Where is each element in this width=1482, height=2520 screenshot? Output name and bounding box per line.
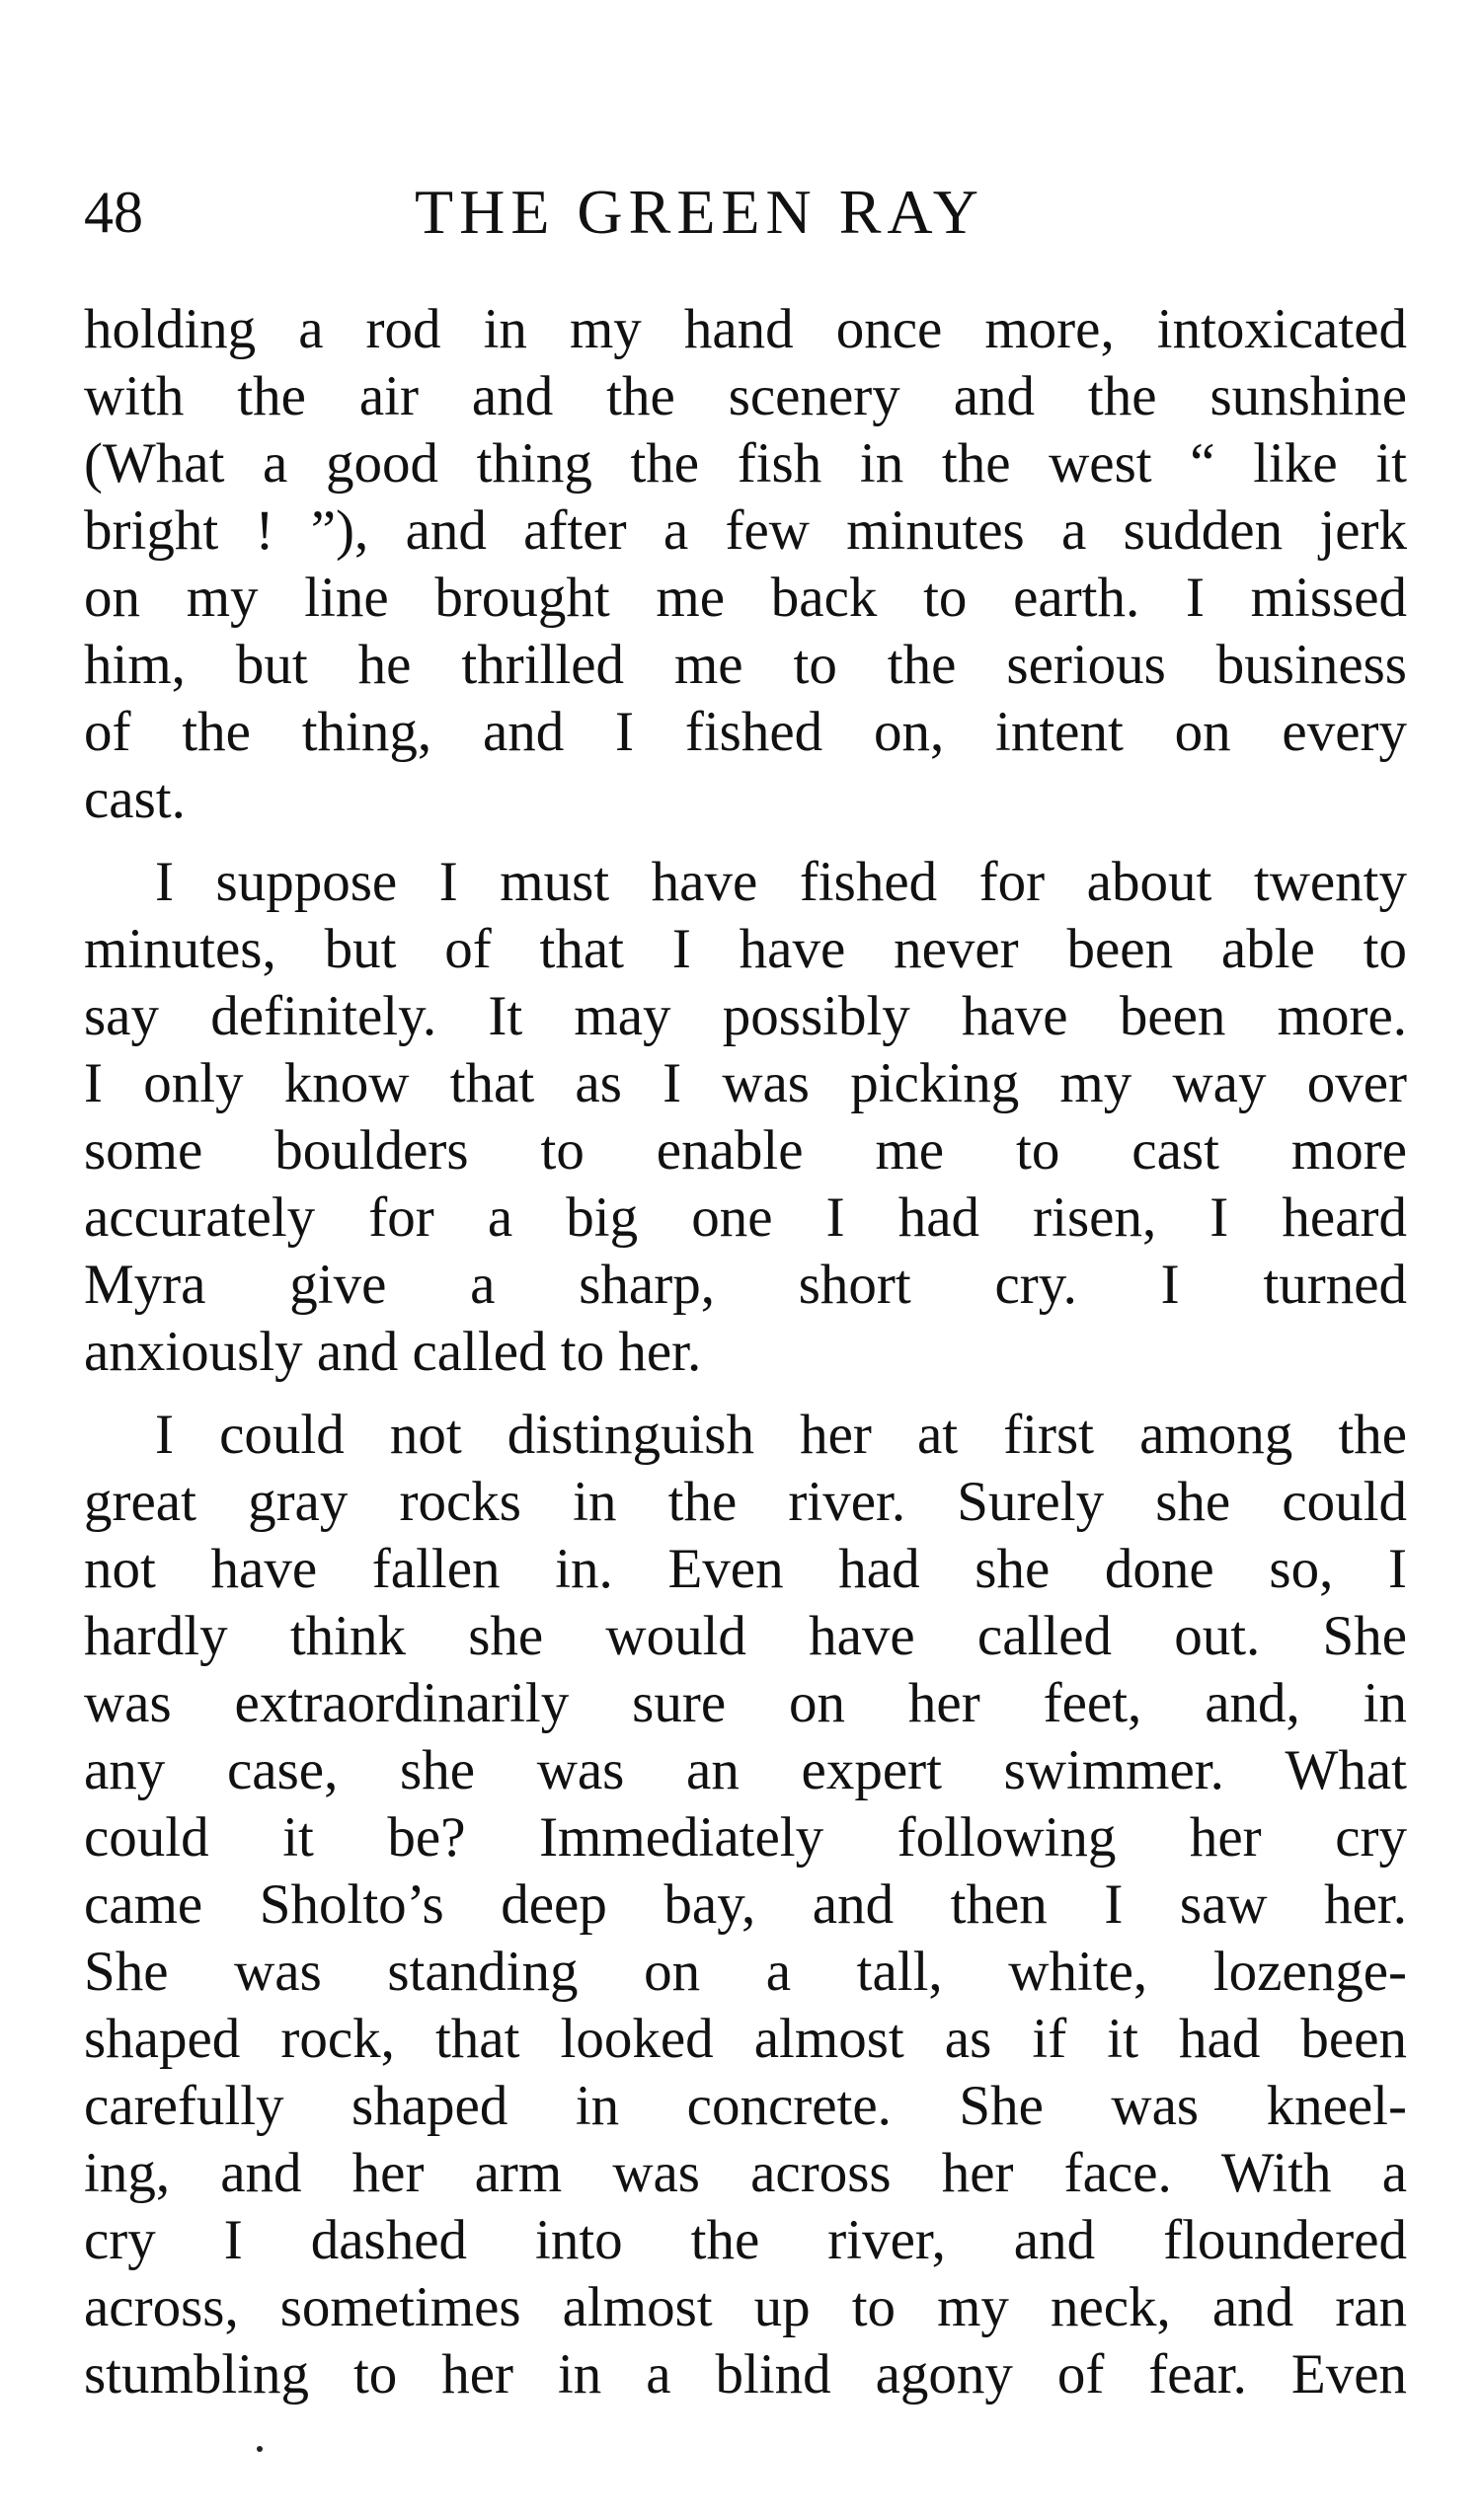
text-line: cast. — [84, 768, 186, 830]
text-line: say definitely. It may possibly have been more. — [84, 985, 1407, 1047]
text-line: on my line brought me back to earth. I missed — [84, 567, 1407, 629]
text-line: not have fallen in. Even had she done so, I — [84, 1538, 1407, 1600]
text-line: I could not distinguish her at first among the — [155, 1404, 1407, 1466]
text-line: carefully shaped in concrete. She was kneel- — [84, 2075, 1407, 2137]
text-line: She was standing on a tall, white, lozenge- — [84, 1941, 1407, 2003]
text-line: ing, and her arm was across her face. With a — [84, 2142, 1407, 2204]
text-line: cry I dashed into the river, and floundered — [84, 2209, 1407, 2271]
text-line: I only know that as I was picking my way over — [84, 1052, 1407, 1114]
text-line: accurately for a big one I had risen, I heard — [84, 1186, 1407, 1249]
text-line: across, sometimes almost up to my neck, and ran — [84, 2276, 1407, 2338]
text-line: of the thing, and I fished on, intent on every — [84, 701, 1407, 763]
text-line: hardly think she would have called out. She — [84, 1605, 1407, 1667]
ink-speck — [257, 2446, 263, 2452]
text-line: minutes, but of that I have never been able to — [84, 918, 1407, 980]
text-line: came Sholto’s deep bay, and then I saw her. — [84, 1873, 1407, 1936]
running-title: THE GREEN RAY — [415, 177, 984, 247]
text-line: anxiously and called to her. — [84, 1321, 702, 1383]
text-line: I suppose I must have fished for about twenty — [155, 851, 1407, 913]
paragraph-1 — [84, 296, 1407, 833]
paragraph-gap — [84, 1386, 1407, 1402]
paragraph-2 — [84, 849, 1407, 1386]
text-line: could it be? Immediately following her cry — [84, 1806, 1407, 1869]
text-line: stumbling to her in a blind agony of fear. Even — [84, 2343, 1407, 2405]
text-line: holding a rod in my hand once more, intoxicated — [84, 298, 1407, 360]
text-line: (What a good thing the fish in the west “ like it — [84, 432, 1407, 495]
paragraph-gap — [84, 833, 1407, 849]
running-head — [84, 168, 1407, 257]
text-line: him, but he thrilled me to the serious business — [84, 634, 1407, 696]
text-line: Myra give a sharp, short cry. I turned — [84, 1254, 1407, 1316]
paragraph-3 — [84, 1402, 1407, 2408]
text-line: was extraordinarily sure on her feet, and, in — [84, 1672, 1407, 1734]
text-line: with the air and the scenery and the sunshine — [84, 365, 1407, 427]
text-line: some boulders to enable me to cast more — [84, 1119, 1407, 1182]
text-line: great gray rocks in the river. Surely she could — [84, 1471, 1407, 1533]
text-line: bright ! ”), and after a few minutes a sudden jerk — [84, 499, 1407, 562]
body-text — [84, 296, 1407, 2408]
page-number: 48 — [84, 180, 143, 245]
text-line: any case, she was an expert swimmer. What — [84, 1739, 1407, 1801]
text-line: shaped rock, that looked almost as if it had been — [84, 2008, 1407, 2070]
